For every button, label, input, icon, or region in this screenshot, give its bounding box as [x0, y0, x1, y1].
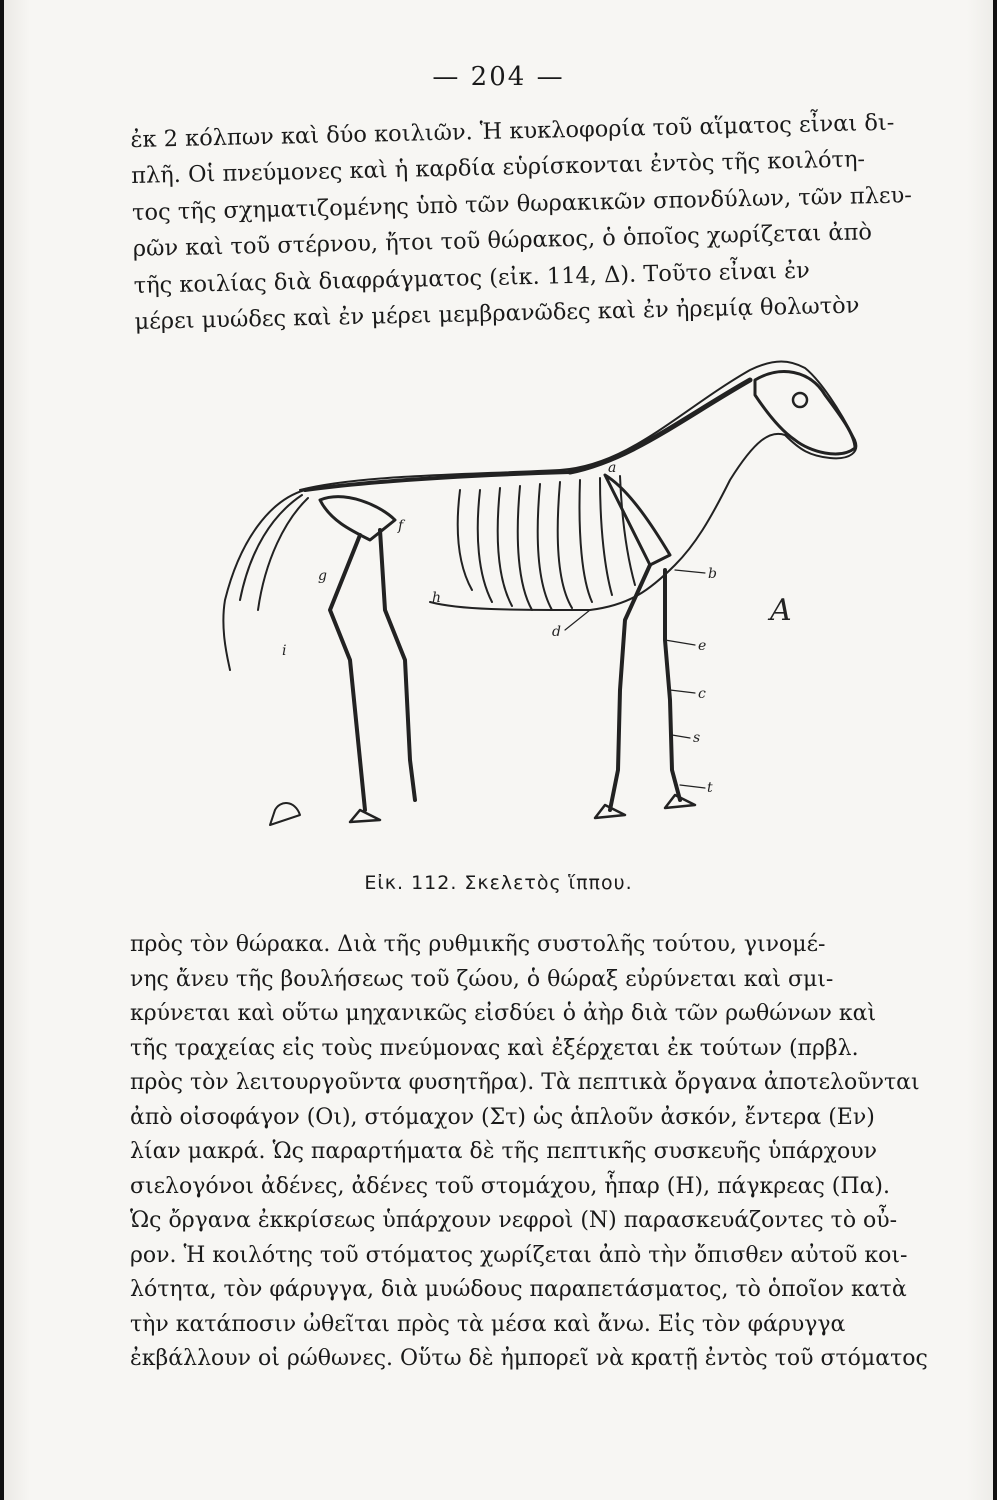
text-line: ρον. Ἡ κοιλότης τοῦ στόματος χωρίζεται ἀπὸ τὴν ὄπισθεν αὐτοῦ κοι-	[130, 1242, 908, 1268]
text-line: ἀπὸ οἰσοφάγον (Οι), στόμαχον (Στ) ὡς ἁπλοῦν ἀσκόν, ἔντερα (Εν)	[130, 1104, 875, 1130]
figure-letter-A: A	[770, 593, 792, 628]
label-i: i	[282, 643, 287, 659]
label-a: a	[608, 460, 617, 476]
text-line: ἐκ 2 κόλπων καὶ δύο κοιλιῶν. Ἡ κυκλοφορία τοῦ αἵματος εἶναι δι-	[130, 109, 895, 153]
label-f: f	[398, 518, 404, 534]
text-line: λότητα, τὸν φάρυγγα, διὰ μυώδους παραπετάσματος, τὸ ὁποῖον κατὰ	[130, 1277, 907, 1303]
text-line: τῆς τραχείας εἰς τοὺς πνεύμονας καὶ ἐξέρχεται ἐκ τούτων (πρβλ.	[130, 1035, 859, 1061]
horse-skeleton-figure	[210, 340, 890, 860]
label-t: t	[707, 780, 713, 796]
label-s: s	[693, 730, 701, 746]
right-scan-edge	[993, 0, 997, 1500]
text-line: σιελογόνοι ἀδένες, ἀδένες τοῦ στομάχου, ἧπαρ (Η), πάγκρεας (Πα).	[130, 1173, 891, 1199]
bottom-paragraph	[130, 928, 962, 1377]
text-line: κρύνεται καὶ οὕτω μηχανικῶς εἰσδύει ὁ ἀὴρ διὰ τῶν ρωθώνων καὶ	[130, 1001, 877, 1027]
text-line: ρῶν καὶ τοῦ στέρνου, ἤτοι τοῦ θώρακος, ὁ ὁποῖος χωρίζεται ἀπὸ	[132, 219, 873, 263]
text-line: μέρει μυώδες καὶ ἐν μέρει μεμβρανῶδες καὶ ἐν ἠρεμίᾳ θολωτὸν	[134, 292, 860, 336]
text-line: λίαν μακρά. Ὡς παραρτήματα δὲ τῆς πεπτικῆς συσκευῆς ὑπάρχουν	[130, 1139, 877, 1165]
figure-caption: Εἰκ. 112. Σκελετὸς ἵππου.	[364, 872, 633, 894]
page-number: — 204 —	[432, 62, 565, 92]
text-line: νης ἄνευ τῆς βουλήσεως τοῦ ζώου, ὁ θώραξ εὐρύνεται καὶ σμι-	[130, 966, 834, 992]
text-line: πρὸς τὸν θώρακα. Διὰ τῆς ρυθμικῆς συστολῆς τούτου, γινομέ-	[130, 932, 826, 957]
label-b: b	[708, 566, 717, 582]
label-g: g	[318, 568, 327, 584]
text-line: τὴν κατάποσιν ὠθεῖται πρὸς τὰ μέσα καὶ ἄνω. Εἰς τὸν φάρυγγα	[130, 1311, 846, 1337]
label-d: d	[552, 624, 561, 640]
text-line: Ὡς ὄργανα ἐκκρίσεως ὑπάρχουν νεφροὶ (Ν) παρασκευάζοντες τὸ οὖ-	[130, 1208, 898, 1234]
text-line: τῆς κοιλίας διὰ διαφράγματος (εἰκ. 114, Δ). Τοῦτο εἶναι ἐν	[133, 257, 811, 299]
horse-skeleton-illustration	[210, 340, 890, 860]
label-c: c	[698, 686, 706, 702]
text-line: πλῆ. Οἱ πνεύμονες καὶ ἡ καρδία εὑρίσκονται ἐντὸς τῆς κοιλότη-	[130, 146, 866, 190]
label-e: e	[698, 638, 707, 654]
text-line: ἐκβάλλουν οἱ ρώθωνες. Οὕτω δὲ ἠμπορεῖ νὰ κρατῇ ἐντὸς τοῦ στόματος	[130, 1346, 928, 1372]
text-line: τος τῆς σχηματιζομένης ὑπὸ τῶν θωρακικῶν σπονδύλων, τῶν πλευ-	[131, 182, 913, 226]
top-paragraph	[130, 103, 967, 340]
left-scan-edge	[0, 0, 4, 1500]
label-h: h	[432, 590, 442, 606]
text-line: πρὸς τὸν λειτουργοῦντα φυσητῆρα). Τὰ πεπτικὰ ὄργανα ἀποτελοῦνται	[130, 1070, 920, 1096]
